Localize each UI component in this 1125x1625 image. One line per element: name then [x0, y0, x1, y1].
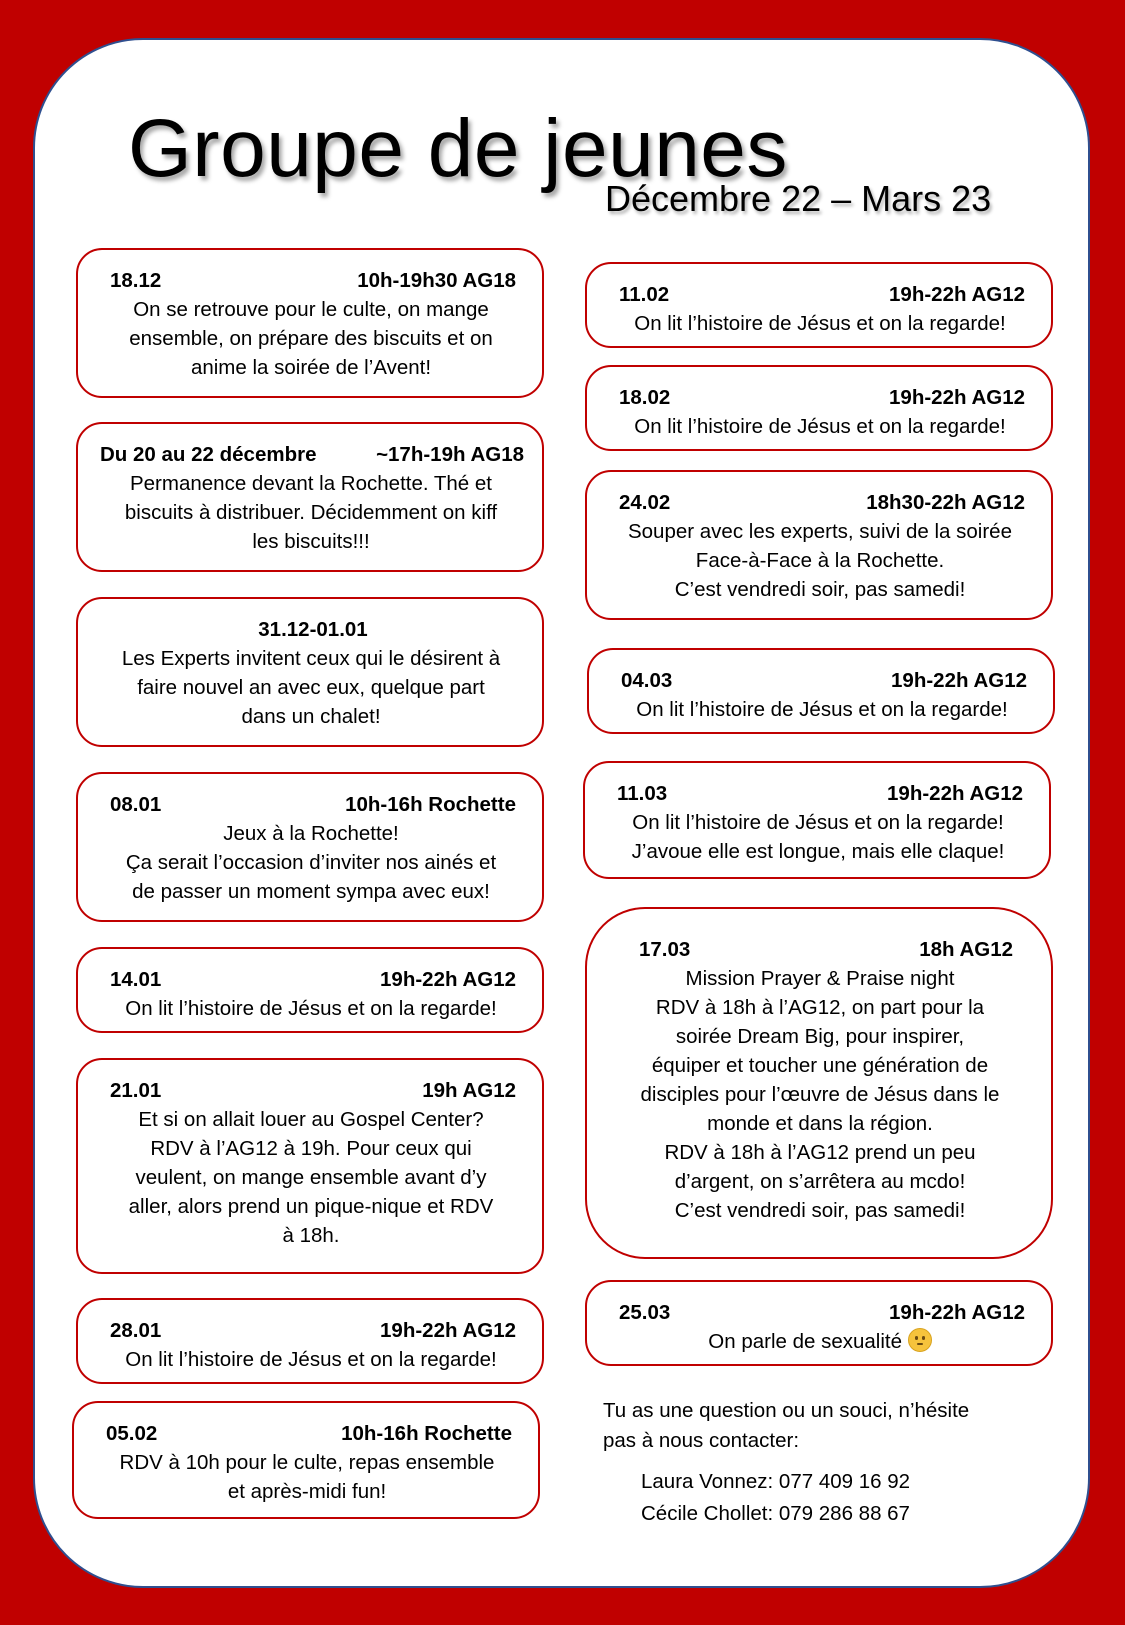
event-text: équiper et toucher une génération de — [651, 1054, 989, 1077]
event-date: 21.01 — [110, 1079, 162, 1102]
event-text: J’avoue elle est longue, mais elle claque! — [631, 840, 1005, 863]
event-text: RDV à 18h à l’AG12, on part pour la — [655, 996, 985, 1019]
event-text: C’est vendredi soir, pas samedi! — [674, 578, 966, 601]
page-title: Groupe de jeunes — [128, 103, 788, 194]
contact-intro-line: Tu as une question ou un souci, n’hésite — [603, 1399, 970, 1422]
event-date: 17.03 — [639, 938, 691, 961]
event-text: Et si on allait louer au Gospel Center? — [138, 1108, 484, 1131]
event-text: de passer un moment sympa avec eux! — [132, 880, 490, 903]
event-time-place: 18h AG12 — [919, 938, 1013, 961]
event-time-place: 19h-22h AG12 — [889, 386, 1025, 409]
contact-person-laura: Laura Vonnez: 077 409 16 92 — [641, 1470, 911, 1493]
event-time-place: 10h-16h Rochette — [345, 793, 516, 816]
event-time-place: 19h-22h AG12 — [889, 283, 1025, 306]
event-text: anime la soirée de l’Avent! — [190, 356, 432, 379]
event-date: 18.02 — [619, 386, 671, 409]
event-text: dans un chalet! — [241, 705, 381, 728]
event-text: veulent, on mange ensemble avant d’y — [135, 1166, 487, 1189]
event-time-place: 19h-22h AG12 — [889, 1301, 1025, 1324]
event-time-place: 19h-22h AG12 — [891, 669, 1027, 692]
event-text: Mission Prayer & Praise night — [685, 967, 955, 990]
event-text: les biscuits!!! — [252, 530, 370, 553]
event-card-17-03 — [585, 907, 1053, 1259]
event-time-place: 10h-19h30 AG18 — [357, 269, 516, 292]
event-time-place: 19h-22h AG12 — [380, 968, 516, 991]
event-date: 25.03 — [619, 1301, 671, 1324]
event-text: RDV à 10h pour le culte, repas ensemble — [119, 1451, 495, 1474]
event-time-place: ~17h-19h AG18 — [376, 443, 524, 466]
event-card-11-02 — [585, 262, 1053, 348]
event-time-place: 19h-22h AG12 — [380, 1319, 516, 1342]
event-text: On lit l’histoire de Jésus et on la regarde! — [632, 811, 1004, 834]
event-text: Jeux à la Rochette! — [223, 822, 399, 845]
contact-intro-line: pas à nous contacter: — [603, 1429, 800, 1452]
event-text: ensemble, on prépare des biscuits et on — [129, 327, 493, 350]
event-text: RDV à l’AG12 à 19h. Pour ceux qui — [150, 1137, 472, 1160]
event-date: 08.01 — [110, 793, 162, 816]
event-card-05-02 — [72, 1401, 540, 1519]
event-card-08-01 — [76, 772, 544, 922]
event-text: RDV à 18h à l’AG12 prend un peu — [664, 1141, 976, 1164]
event-card-14-01 — [76, 947, 544, 1033]
event-card-21-01 — [76, 1058, 544, 1274]
event-time-place: 19h-22h AG12 — [887, 782, 1023, 805]
event-text: On lit l’histoire de Jésus et on la regarde! — [125, 997, 497, 1020]
event-text: Permanence devant la Rochette. Thé et — [129, 472, 492, 495]
event-card-20-22-12 — [76, 422, 544, 572]
event-card-25-03 — [585, 1280, 1053, 1366]
event-card-31-12 — [76, 597, 544, 747]
event-date: 31.12-01.01 — [258, 618, 368, 641]
event-text: à 18h. — [282, 1224, 340, 1247]
event-text: On lit l’histoire de Jésus et on la regarde! — [634, 415, 1006, 438]
event-time-place: 10h-16h Rochette — [341, 1422, 512, 1445]
event-time-place: 18h30-22h AG12 — [866, 491, 1025, 514]
event-date: 04.03 — [621, 669, 673, 692]
event-text: On parle de sexualité — [708, 1330, 903, 1353]
contact-section — [603, 1396, 969, 1530]
event-date: 18.12 — [110, 269, 162, 292]
event-date: 14.01 — [110, 968, 162, 991]
event-card-11-03 — [583, 761, 1051, 879]
event-card-28-01 — [76, 1298, 544, 1384]
event-text: et après-midi fun! — [227, 1480, 387, 1503]
event-text: Souper avec les experts, suivi de la soirée — [627, 520, 1012, 543]
event-text: On se retrouve pour le culte, on mange — [133, 298, 489, 321]
event-card-18-02 — [585, 365, 1053, 451]
event-time-place: 19h AG12 — [422, 1079, 516, 1102]
event-date: 24.02 — [619, 491, 671, 514]
event-text: C’est vendredi soir, pas samedi! — [674, 1199, 966, 1222]
event-text: On lit l’histoire de Jésus et on la regarde! — [634, 312, 1006, 335]
event-text: faire nouvel an avec eux, quelque part — [137, 676, 485, 699]
event-text: On lit l’histoire de Jésus et on la regarde! — [636, 698, 1008, 721]
event-date: 11.02 — [619, 283, 670, 306]
event-text: aller, alors prend un pique-nique et RDV — [128, 1195, 494, 1218]
event-text: Ça serait l’occasion d’inviter nos ainés et — [125, 851, 497, 874]
event-text: disciples pour l’œuvre de Jésus dans le — [640, 1083, 1000, 1106]
event-date: Du 20 au 22 décembre — [100, 443, 317, 466]
event-text: Face-à-Face à la Rochette. — [695, 549, 945, 572]
hushed-face-emoji-icon — [908, 1328, 932, 1352]
event-card-18-12 — [76, 248, 544, 398]
event-text: d’argent, on s’arrêtera au mcdo! — [674, 1170, 966, 1193]
event-date: 05.02 — [106, 1422, 158, 1445]
event-text: monde et dans la région. — [707, 1112, 933, 1135]
event-card-04-03 — [587, 648, 1055, 734]
page-subtitle: Décembre 22 – Mars 23 — [605, 178, 992, 219]
contact-person-cecile: Cécile Chollet: 079 286 88 67 — [641, 1502, 910, 1525]
event-text: On lit l’histoire de Jésus et on la regarde! — [125, 1348, 497, 1371]
event-card-24-02 — [585, 470, 1053, 620]
event-text: Les Experts invitent ceux qui le désirent à — [121, 647, 501, 670]
event-text: biscuits à distribuer. Décidemment on kiff — [124, 501, 498, 524]
event-text: soirée Dream Big, pour inspirer, — [675, 1025, 965, 1048]
event-date: 11.03 — [617, 782, 668, 805]
event-date: 28.01 — [110, 1319, 162, 1342]
